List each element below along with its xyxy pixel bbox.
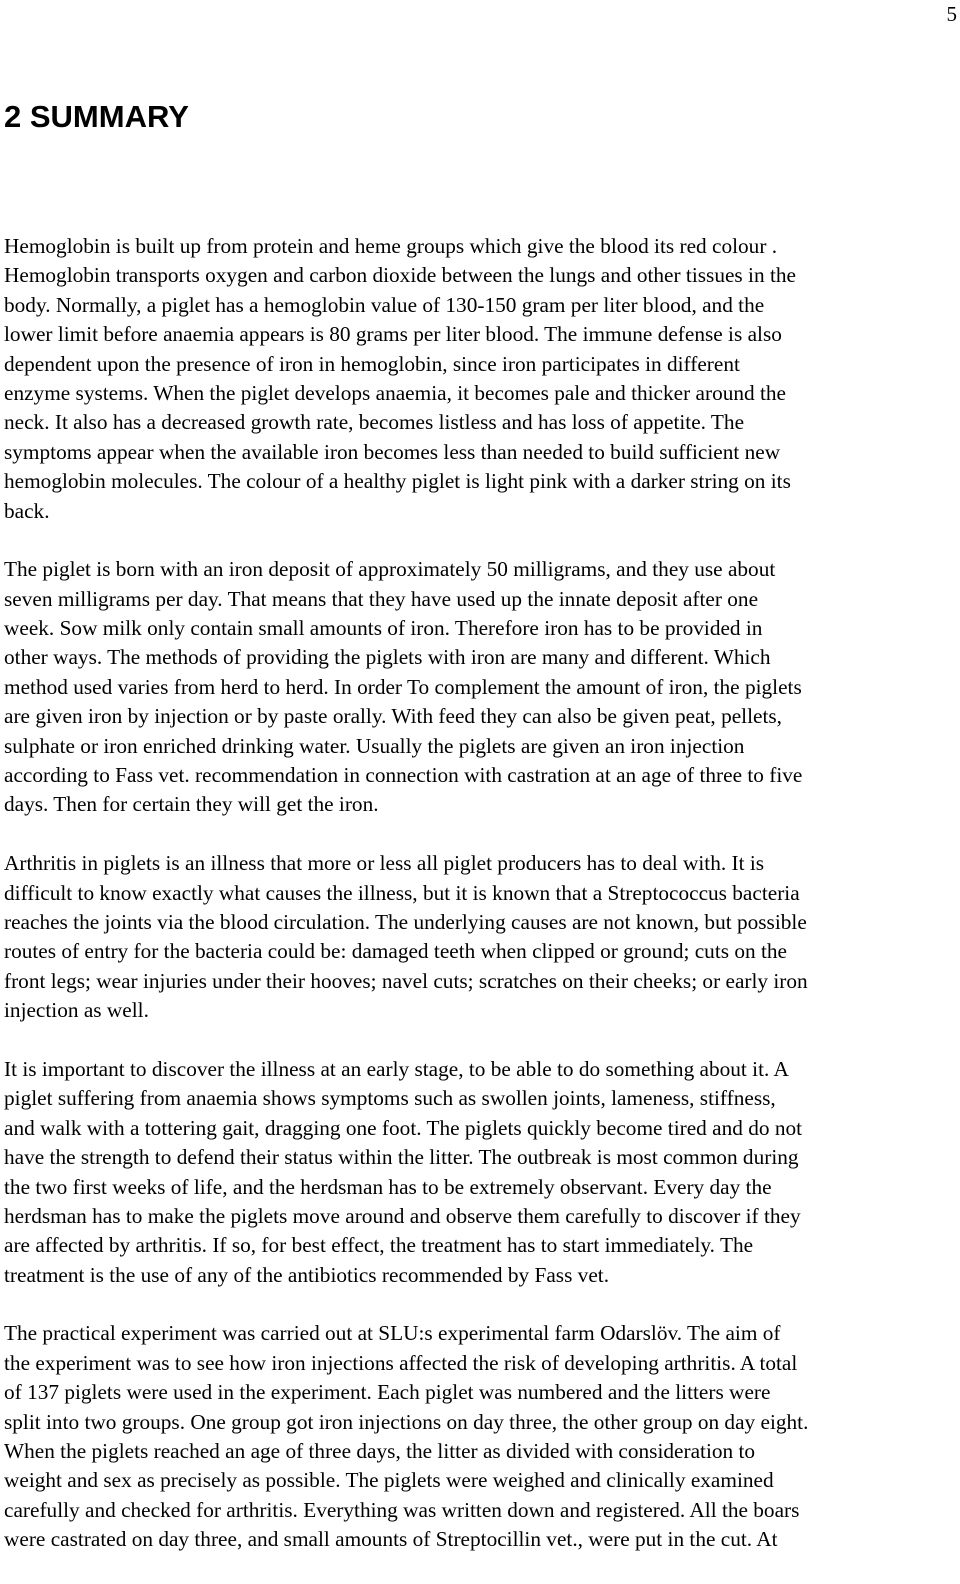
text-line: weight and sex as precisely as possible. The piglets were weighed and clinically examined <box>4 1468 774 1493</box>
text-line: are given iron by injection or by paste orally. With feed they can also be given peat, pellets, <box>4 704 783 729</box>
text-line: according to Fass vet. recommendation in connection with castration at an age of three to five <box>4 763 803 788</box>
text-line: neck. It also has a decreased growth rate, becomes listless and has loss of appetite. The <box>4 410 745 435</box>
text-line: front legs; wear injuries under their hooves; navel cuts; scratches on their cheeks; or early iron <box>4 968 808 993</box>
text-line: difficult to know exactly what causes the illness, but it is known that a Streptococcus bacteria <box>4 880 800 905</box>
paragraph-experiment <box>4 1319 960 1554</box>
text-line: and walk with a tottering gait, dragging one foot. The piglets quickly become tired and do not <box>4 1115 803 1140</box>
text-line: It is important to discover the illness at an early stage, to be able to do something about it. A <box>4 1056 789 1081</box>
text-line: are affected by arthritis. If so, for best effect, the treatment has to start immediately. The <box>4 1233 754 1258</box>
text-line: of 137 piglets were used in the experiment. Each piglet was numbered and the litters were <box>4 1380 771 1405</box>
paragraph-hemoglobin <box>4 232 960 526</box>
text-line: injection as well. <box>4 998 149 1023</box>
text-line: Hemoglobin is built up from protein and heme groups which give the blood its red colour . <box>4 234 778 258</box>
paragraph-early-discovery <box>4 1055 960 1290</box>
text-line: herdsman has to make the piglets move around and observe them carefully to discover if they <box>4 1203 801 1228</box>
text-line: the experiment was to see how iron injections affected the risk of developing arthritis. A total <box>4 1350 798 1375</box>
summary-body <box>4 232 960 1584</box>
text-line: routes of entry for the bacteria could be: damaged teeth when clipped or ground; cuts on the <box>4 939 787 964</box>
text-line: week. Sow milk only contain small amounts of iron. Therefore iron has to be provided in <box>4 616 763 641</box>
section-heading: 2 SUMMARY <box>4 99 189 134</box>
text-line: split into two groups. One group got iron injections on day three, the other group on day eight. <box>4 1409 809 1434</box>
text-line: symptoms appear when the available iron becomes less than needed to build sufficient new <box>4 439 781 464</box>
text-line: body. Normally, a piglet has a hemoglobin value of 130-150 gram per liter blood, and the <box>4 292 765 317</box>
text-line: back. <box>4 498 50 523</box>
text-line: dependent upon the presence of iron in hemoglobin, since iron participates in different <box>4 351 740 376</box>
text-line: were castrated on day three, and small amounts of Streptocillin vet., were put in the cut. At <box>4 1527 778 1552</box>
text-line: treatment is the use of any of the antibiotics recommended by Fass vet. <box>4 1262 610 1287</box>
text-line: method used varies from herd to herd. In order To complement the amount of iron, the piglets <box>4 674 802 699</box>
text-line: When the piglets reached an age of three days, the litter as divided with consideration to <box>4 1439 756 1464</box>
text-line: carefully and checked for arthritis. Everything was written down and registered. All the boars <box>4 1497 800 1522</box>
text-line: days. Then for certain they will get the iron. <box>4 792 379 817</box>
page-number: 5 <box>946 2 957 26</box>
text-line: enzyme systems. When the piglet develops anaemia, it becomes pale and thicker around the <box>4 380 787 405</box>
text-line: seven milligrams per day. That means that they have used up the innate deposit after one <box>4 586 759 611</box>
text-line: The piglet is born with an iron deposit of approximately 50 milligrams, and they use about <box>4 557 776 582</box>
text-line: other ways. The methods of providing the piglets with iron are many and different. Which <box>4 645 771 670</box>
text-line: lower limit before anaemia appears is 80 grams per liter blood. The immune defense is also <box>4 322 782 347</box>
text-line: Arthritis in piglets is an illness that more or less all piglet producers has to deal with. It is <box>4 851 765 876</box>
text-line: hemoglobin molecules. The colour of a healthy piglet is light pink with a darker string on its <box>4 469 791 494</box>
text-line: reaches the joints via the blood circulation. The underlying causes are not known, but possible <box>4 909 807 934</box>
paragraph-iron-deposit <box>4 555 960 820</box>
text-line: piglet suffering from anaemia shows symptoms such as swollen joints, lameness, stiffness, <box>4 1086 776 1111</box>
text-line: sulphate or iron enriched drinking water. Usually the piglets are given an iron injection <box>4 733 745 758</box>
text-line: The practical experiment was carried out at SLU:s experimental farm Odarslöv. The aim of <box>4 1321 781 1346</box>
paragraph-arthritis <box>4 849 960 1025</box>
text-line: have the strength to defend their status within the litter. The outbreak is most common during <box>4 1145 799 1170</box>
text-line: the two first weeks of life, and the herdsman has to be extremely observant. Every day the <box>4 1174 772 1199</box>
text-line: Hemoglobin transports oxygen and carbon dioxide between the lungs and other tissues in the <box>4 263 796 288</box>
